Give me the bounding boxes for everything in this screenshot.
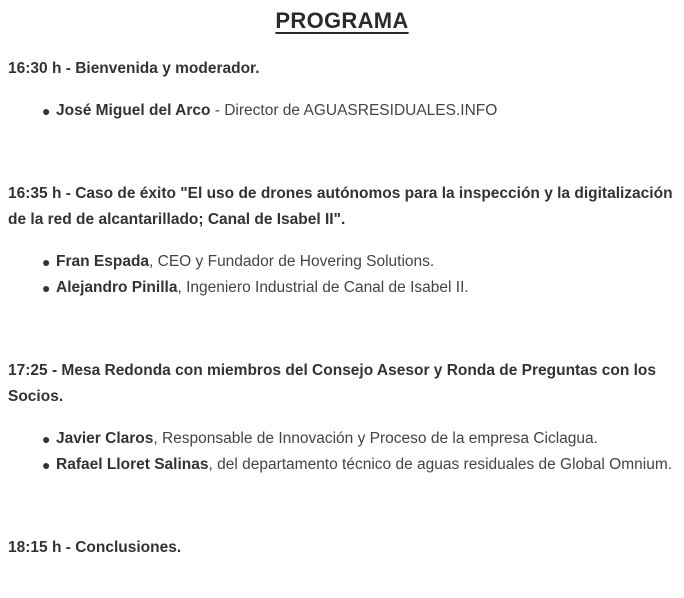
page-title: PROGRAMA — [275, 8, 409, 33]
speaker-item — [42, 452, 676, 478]
speaker-name: José Miguel del Arco — [56, 102, 211, 119]
section-heading: 16:35 h - Caso de éxito "El uso de drones autónomos para la inspección y la digitalización de la red de alcantarillado; Canal de Isabel II". — [8, 185, 673, 228]
speaker-item — [42, 249, 676, 275]
speaker-list — [8, 98, 676, 124]
program-section-case-study — [8, 181, 676, 301]
speaker-item — [42, 275, 676, 301]
speaker-name: Alejandro Pinilla — [56, 279, 178, 296]
speaker-item — [42, 98, 676, 124]
speaker-name: Javier Claros — [56, 430, 154, 447]
speaker-item — [42, 426, 676, 452]
speaker-list — [8, 249, 676, 301]
program-page — [8, 0, 676, 561]
speaker-name: Rafael Lloret Salinas — [56, 456, 209, 473]
program-section-round-table — [8, 358, 676, 478]
section-heading: 16:30 h - Bienvenida y moderador. — [8, 60, 260, 77]
program-section-welcome — [8, 56, 676, 124]
speaker-role: , Responsable de Innovación y Proceso de la empresa Ciclagua. — [153, 430, 598, 447]
section-heading: 18:15 h - Conclusiones. — [8, 539, 182, 556]
speaker-role: , CEO y Fundador de Hovering Solutions. — [149, 253, 435, 270]
bullet-icon: ● — [42, 280, 51, 296]
speaker-name: Fran Espada — [56, 253, 150, 270]
bullet-icon: ● — [42, 431, 51, 447]
section-heading: 17:25 - Mesa Redonda con miembros del Consejo Asesor y Ronda de Preguntas con los Socios. — [8, 362, 657, 405]
bullet-icon: ● — [42, 254, 51, 270]
bullet-icon: ● — [42, 103, 51, 119]
bullet-icon: ● — [42, 457, 51, 473]
program-section-conclusions — [8, 535, 676, 561]
speaker-role: - Director de AGUASRESIDUALES.INFO — [210, 102, 498, 119]
speaker-list — [8, 426, 676, 478]
speaker-role: , del departamento técnico de aguas residuales de Global Omnium. — [208, 456, 673, 473]
speaker-role: , Ingeniero Industrial de Canal de Isabel II. — [177, 279, 469, 296]
